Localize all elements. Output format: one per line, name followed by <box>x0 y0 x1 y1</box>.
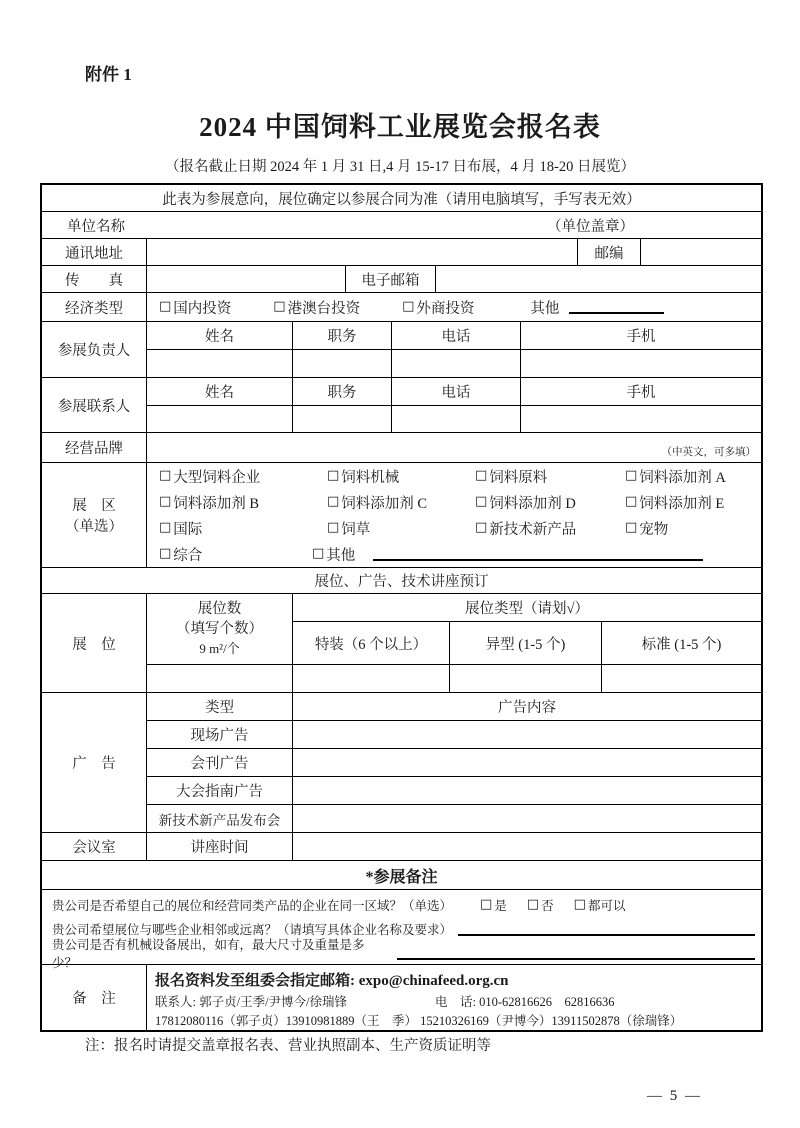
booth-count-label <box>147 594 293 664</box>
leader-col-mobile: 手机 <box>626 329 656 345</box>
checkbox-option <box>327 492 475 513</box>
checkbox-option <box>312 544 355 565</box>
checkbox-option <box>402 297 474 318</box>
checkbox-icon: □ <box>159 545 172 561</box>
ad-item-row <box>147 721 761 749</box>
checkbox-option <box>625 492 724 513</box>
zone-option-label: 饲料添加剂 E <box>639 495 725 512</box>
booth-label: 展 位 <box>42 594 147 692</box>
checkbox-option <box>475 466 625 487</box>
notes-phone-numbers: 电 话: 010-62816626 62816636 <box>435 994 615 1009</box>
checkbox-option <box>480 896 507 914</box>
leader-input-row <box>147 350 761 377</box>
economy-option-label: 港澳台投资 <box>287 300 361 317</box>
economy-options <box>147 293 761 321</box>
zone-option-label: 饲料添加剂 A <box>639 469 726 486</box>
zone-option-label: 饲草 <box>341 521 371 538</box>
leader-phone-cell <box>392 350 521 377</box>
remarks-q2-blank-line <box>458 923 755 936</box>
remarks-question-1 <box>52 893 755 917</box>
meeting-label: 会议室 <box>42 833 147 860</box>
booth-count-cell <box>147 665 293 692</box>
leader-label: 参展负责人 <box>42 322 147 377</box>
checkbox-option <box>159 492 327 513</box>
zone-option-label: 国际 <box>173 521 203 538</box>
checkbox-option <box>625 466 726 487</box>
ad-item-content-cell <box>293 805 761 832</box>
zone-option-label: 饲料添加剂 C <box>341 495 428 512</box>
booth-irregular-cell <box>450 665 602 692</box>
zone-option-label: 综合 <box>173 547 203 564</box>
ad-label: 广 告 <box>42 693 147 832</box>
booth-upper-row <box>147 594 761 665</box>
email-input-cell <box>436 266 761 292</box>
booth-type-irregular: 异型 (1-5 个) <box>450 622 602 664</box>
contact-mobile-cell <box>521 406 761 432</box>
ad-type-header: 类型 <box>147 693 293 720</box>
zone-option-label: 饲料添加剂 D <box>489 495 576 512</box>
checkbox-icon: □ <box>327 493 340 509</box>
notes-contact-names: 联系人: 郭子贞/王季/尹博今/徐瑞锋 <box>155 994 348 1009</box>
checkbox-option <box>159 544 312 565</box>
leader-mobile-cell <box>521 350 761 377</box>
zone-options <box>147 463 761 567</box>
checkbox-icon: □ <box>625 493 638 509</box>
ad-item-row <box>147 805 761 832</box>
zone-options-line <box>147 489 761 515</box>
contact-col-mobile: 手机 <box>626 385 656 401</box>
fax-row <box>42 266 761 293</box>
economy-label: 经济类型 <box>42 293 147 321</box>
contact-label: 参展联系人 <box>42 378 147 432</box>
fax-label: 传 真 <box>42 266 147 292</box>
remarks-q1-text: 贵公司是否希望自己的展位和经营同类产品的企业在同一区域？（单选） <box>52 899 453 913</box>
leader-row <box>42 322 761 378</box>
zone-label <box>42 463 147 567</box>
checkbox-icon: □ <box>480 896 493 912</box>
unit-name-label: 单位名称 <box>67 218 125 235</box>
zone-row <box>42 463 761 568</box>
email-label: 电子邮箱 <box>346 266 436 292</box>
ad-item-row <box>147 749 761 777</box>
ad-row <box>42 693 761 833</box>
economy-row <box>42 293 761 322</box>
checkbox-icon: □ <box>327 519 340 535</box>
zone-options-line <box>147 463 761 489</box>
checkbox-option <box>327 466 475 487</box>
remarks-question-3 <box>52 938 755 970</box>
booth-type-row <box>293 622 761 664</box>
contact-name-cell <box>147 406 293 432</box>
checkbox-icon: □ <box>625 467 638 483</box>
brand-label: 经营品牌 <box>42 433 147 462</box>
notes-email-line: 报名资料发至组委会指定邮箱: expo@chinafeed.org.cn <box>155 972 509 989</box>
zone-option-label: 新技术新产品 <box>489 521 577 538</box>
booth-count-line2: （填写个数） <box>176 621 263 637</box>
address-label: 通讯地址 <box>42 239 147 265</box>
economy-other-blank-line <box>569 301 664 314</box>
notes-mobiles-line: 17812080116（郭子贞）13910981889（王 季） 15210326169（尹博今）13911502878（徐瑞锋） <box>155 1013 683 1028</box>
remarks-header: *参展备注 <box>365 868 438 886</box>
unit-seal-hint: （单位盖章） <box>547 218 634 235</box>
remarks-header-row <box>42 861 761 890</box>
ad-item-label: 会刊广告 <box>147 749 293 776</box>
ad-item-label: 大会指南广告 <box>147 777 293 804</box>
remarks-q2-text: 贵公司希望展位与哪些企业相邻或远离？（请填写具体企业名称及要求） <box>52 923 453 937</box>
booking-header-row <box>42 568 761 594</box>
checkbox-icon: □ <box>159 298 172 314</box>
checkbox-icon: □ <box>159 467 172 483</box>
checkbox-option <box>475 518 625 539</box>
notes-label: 备 注 <box>42 965 147 1030</box>
ad-item-content-cell <box>293 777 761 804</box>
address-input-cell <box>147 239 578 265</box>
checkbox-option <box>159 297 231 318</box>
checkbox-icon: □ <box>273 298 286 314</box>
ad-header-row <box>147 693 761 721</box>
checkbox-icon: □ <box>475 519 488 535</box>
remarks-option-label: 否 <box>541 899 554 913</box>
contact-input-row <box>147 406 761 432</box>
page-subtitle: （报名截止日期 2024 年 1 月 31 日,4 月 15-17 日布展，4 月 18-20 日展览） <box>164 159 636 175</box>
booth-input-row <box>147 665 761 692</box>
economy-option-label: 外商投资 <box>416 300 475 317</box>
leader-col-phone: 电话 <box>392 322 521 349</box>
notes-contacts-line <box>155 991 757 1010</box>
contact-col-name: 姓名 <box>147 378 293 405</box>
ad-item-label: 现场广告 <box>147 721 293 748</box>
booth-special-cell <box>293 665 450 692</box>
zone-label-line2: （单选） <box>65 519 123 535</box>
contact-col-title: 职务 <box>293 378 392 405</box>
checkbox-option <box>159 518 327 539</box>
unit-name-row <box>42 212 761 239</box>
checkbox-option <box>327 518 475 539</box>
page-number: — 5 — <box>647 1088 702 1104</box>
checkbox-icon: □ <box>327 467 340 483</box>
checkbox-icon: □ <box>625 519 638 535</box>
checkbox-icon: □ <box>526 896 540 912</box>
brand-hint: （中英文，可多填） <box>661 447 756 458</box>
booth-type-special: 特装（6 个以上） <box>293 622 450 664</box>
page-title: 2024 中国饲料工业展览会报名表 <box>199 112 601 142</box>
economy-option-label: 国内投资 <box>173 300 232 317</box>
zone-option-label: 大型饲料企业 <box>173 469 261 486</box>
leader-name-cell <box>147 350 293 377</box>
checkbox-icon: □ <box>159 519 172 535</box>
checkbox-icon: □ <box>312 545 325 561</box>
leader-title-cell <box>293 350 392 377</box>
ad-item-row <box>147 777 761 805</box>
remarks-q3-blank-line <box>397 947 755 960</box>
leader-col-name: 姓名 <box>147 322 293 349</box>
contact-title-cell <box>293 406 392 432</box>
zone-option-label: 其他 <box>326 547 356 564</box>
notice-text: 此表为参展意向，展位确定以参展合同为准（请用电脑填写，手写表无效） <box>162 191 641 208</box>
zone-option-label: 饲料机械 <box>341 469 400 486</box>
ad-item-content-cell <box>293 749 761 776</box>
booth-type-header: 展位类型（请划√） <box>465 601 589 617</box>
checkbox-option <box>527 896 554 914</box>
booth-row <box>42 594 761 693</box>
zone-other-blank-line <box>373 548 703 561</box>
leader-header-row <box>147 322 761 350</box>
zone-label-line1: 展 区 <box>72 498 116 514</box>
remarks-body-row <box>42 890 761 970</box>
booth-count-line1: 展位数 <box>197 601 242 617</box>
brand-input-cell <box>147 433 761 462</box>
booth-standard-cell <box>602 665 761 692</box>
checkbox-option <box>159 466 327 487</box>
meeting-time-cell <box>293 833 761 860</box>
booth-count-line3: 9 m²/个 <box>199 641 240 656</box>
fax-input-cell <box>147 266 346 292</box>
remarks-q3-text: 贵公司是否有机械设备展出，如有，最大尺寸及重量是多少？ <box>52 938 365 970</box>
meeting-time-label: 讲座时间 <box>147 833 293 860</box>
checkbox-option <box>273 297 360 318</box>
zone-options-line <box>147 515 761 541</box>
zone-option-label: 宠物 <box>639 521 669 538</box>
ad-item-content-cell <box>293 721 761 748</box>
booking-header: 展位、广告、技术讲座预订 <box>314 574 489 590</box>
notes-row <box>42 965 761 1030</box>
economy-other-label: 其他 <box>530 300 560 317</box>
zone-option-label: 饲料原料 <box>489 469 548 486</box>
ad-item-label: 新技术新产品发布会 <box>147 805 293 832</box>
remarks-option-label: 都可以 <box>587 899 626 913</box>
contact-row <box>42 378 761 433</box>
registration-form-table <box>40 183 763 1032</box>
checkbox-icon: □ <box>475 467 488 483</box>
checkbox-option <box>625 518 668 539</box>
zone-option-label: 饲料添加剂 B <box>173 495 260 512</box>
meeting-row <box>42 833 761 861</box>
submission-footnote: 注：报名时请提交盖章报名表、营业执照副本、生产资质证明等 <box>85 1038 491 1054</box>
checkbox-icon: □ <box>402 298 415 314</box>
ad-content-header: 广告内容 <box>498 700 556 716</box>
brand-row <box>42 433 761 463</box>
contact-phone-cell <box>392 406 521 432</box>
checkbox-option <box>475 492 625 513</box>
booth-type-header-row <box>293 594 761 622</box>
checkbox-option <box>574 896 626 914</box>
contact-header-row <box>147 378 761 406</box>
contact-col-phone: 电话 <box>392 378 521 405</box>
notes-content <box>147 965 761 1030</box>
notice-row <box>42 185 761 212</box>
checkbox-icon: □ <box>573 896 586 912</box>
zip-input-cell <box>641 239 761 265</box>
zip-label: 邮编 <box>578 239 641 265</box>
leader-col-title: 职务 <box>293 322 392 349</box>
unit-name-cell <box>42 212 761 238</box>
remarks-option-label: 是 <box>494 899 507 913</box>
address-row <box>42 239 761 266</box>
booth-type-standard: 标准 (1-5 个) <box>641 636 722 653</box>
attachment-label: 附件 1 <box>85 65 132 84</box>
zone-options-line <box>147 541 761 567</box>
checkbox-icon: □ <box>159 493 172 509</box>
remarks-body <box>42 890 761 970</box>
checkbox-icon: □ <box>475 493 488 509</box>
